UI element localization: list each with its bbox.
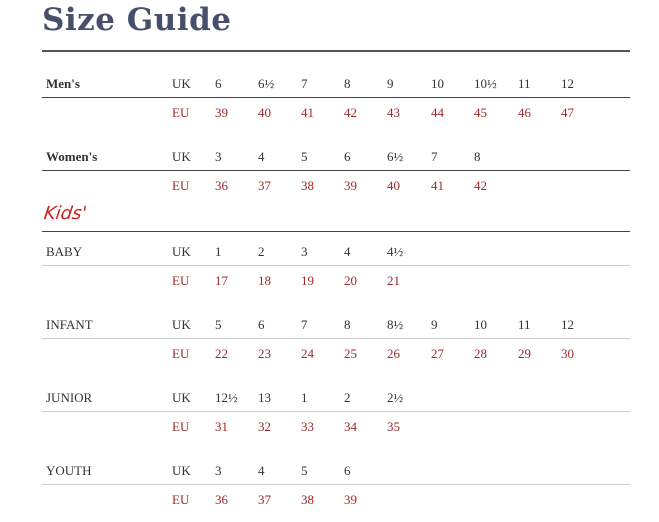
- junior-eu-row: [42, 412, 630, 440]
- youth-eu-row: [42, 485, 630, 513]
- youth-label: YOUTH: [46, 463, 92, 478]
- eu-label: EU: [172, 105, 190, 120]
- size-cell: 12½: [215, 390, 238, 405]
- page-title: Size Guide: [42, 2, 232, 38]
- size-cell: 9: [431, 317, 438, 332]
- size-cell: 21: [387, 273, 400, 288]
- size-cell: 1: [301, 390, 308, 405]
- size-cell: 45: [474, 105, 487, 120]
- size-cell: 4½: [387, 244, 404, 259]
- size-cell: 41: [431, 178, 444, 193]
- size-cell: 42: [344, 105, 357, 120]
- size-cell: 8: [344, 76, 351, 91]
- uk-label: UK: [172, 317, 191, 332]
- title-divider: [42, 50, 630, 52]
- uk-label: UK: [172, 463, 191, 478]
- size-cell: 40: [387, 178, 400, 193]
- size-cell: 22: [215, 346, 228, 361]
- size-cell: 36: [215, 492, 228, 507]
- size-cell: 10: [474, 317, 487, 332]
- men-eu-row: [42, 98, 630, 126]
- junior-label: JUNIOR: [46, 390, 93, 405]
- baby-uk-row: [42, 237, 630, 266]
- eu-label: EU: [172, 346, 190, 361]
- junior-uk-row: [42, 383, 630, 412]
- size-cell: 44: [431, 105, 444, 120]
- kids-heading: Kids': [42, 203, 89, 224]
- size-cell: 31: [215, 419, 228, 434]
- size-cell: 37: [258, 178, 271, 193]
- size-cell: 27: [431, 346, 444, 361]
- size-cell: 38: [301, 492, 314, 507]
- size-cell: 5: [215, 317, 222, 332]
- size-cell: 32: [258, 419, 271, 434]
- size-cell: 35: [387, 419, 400, 434]
- eu-label: EU: [172, 273, 190, 288]
- size-cell: 2: [344, 390, 351, 405]
- size-cell: 39: [344, 492, 357, 507]
- uk-label: UK: [172, 244, 191, 259]
- baby-eu-row: [42, 266, 630, 294]
- size-cell: 6: [215, 76, 222, 91]
- size-cell: 23: [258, 346, 271, 361]
- infant-uk-row: [42, 310, 630, 339]
- size-cell: 33: [301, 419, 314, 434]
- size-cell: 3: [215, 463, 222, 478]
- size-cell: 3: [301, 244, 308, 259]
- size-cell: 7: [301, 317, 308, 332]
- size-cell: 17: [215, 273, 228, 288]
- size-cell: 43: [387, 105, 400, 120]
- men-label: Men's: [46, 76, 80, 91]
- size-cell: 37: [258, 492, 271, 507]
- size-cell: 6: [258, 317, 265, 332]
- size-cell: 4: [258, 149, 265, 164]
- size-cell: 2½: [387, 390, 404, 405]
- women-uk-row: [42, 142, 630, 171]
- size-cell: 1: [215, 244, 222, 259]
- size-cell: 38: [301, 178, 314, 193]
- size-cell: 26: [387, 346, 400, 361]
- size-cell: 8: [344, 317, 351, 332]
- size-cell: 11: [518, 76, 531, 91]
- size-cell: 24: [301, 346, 314, 361]
- size-cell: 25: [344, 346, 357, 361]
- size-cell: 12: [561, 317, 574, 332]
- size-cell: 19: [301, 273, 314, 288]
- women-label: Women's: [46, 149, 98, 164]
- size-cell: 8½: [387, 317, 404, 332]
- size-cell: 9: [387, 76, 394, 91]
- men-uk-row: [42, 69, 630, 98]
- uk-label: UK: [172, 76, 191, 91]
- size-cell: 47: [561, 105, 574, 120]
- size-cell: 41: [301, 105, 314, 120]
- size-cell: 6: [344, 463, 351, 478]
- eu-label: EU: [172, 492, 190, 507]
- youth-uk-row: [42, 456, 630, 485]
- size-cell: 29: [518, 346, 531, 361]
- size-cell: 10: [431, 76, 444, 91]
- size-cell: 18: [258, 273, 271, 288]
- size-cell: 10½: [474, 76, 497, 91]
- size-cell: 6½: [258, 76, 275, 91]
- kids-divider: [42, 231, 630, 232]
- size-cell: 4: [258, 463, 265, 478]
- size-cell: 36: [215, 178, 228, 193]
- size-cell: 13: [258, 390, 271, 405]
- size-cell: 28: [474, 346, 487, 361]
- size-cell: 8: [474, 149, 481, 164]
- size-cell: 2: [258, 244, 265, 259]
- uk-label: UK: [172, 390, 191, 405]
- size-cell: 4: [344, 244, 351, 259]
- size-cell: 11: [518, 317, 531, 332]
- size-cell: 12: [561, 76, 574, 91]
- size-cell: 5: [301, 149, 308, 164]
- size-cell: 7: [301, 76, 308, 91]
- size-cell: 30: [561, 346, 574, 361]
- size-cell: 42: [474, 178, 487, 193]
- infant-label: INFANT: [46, 317, 93, 332]
- size-cell: 6½: [387, 149, 404, 164]
- size-cell: 39: [344, 178, 357, 193]
- size-cell: 46: [518, 105, 531, 120]
- size-cell: 7: [431, 149, 438, 164]
- uk-label: UK: [172, 149, 191, 164]
- women-eu-row: [42, 171, 630, 199]
- size-cell: 34: [344, 419, 357, 434]
- size-cell: 20: [344, 273, 357, 288]
- infant-eu-row: [42, 339, 630, 367]
- eu-label: EU: [172, 178, 190, 193]
- size-cell: 6: [344, 149, 351, 164]
- size-cell: 39: [215, 105, 228, 120]
- baby-label: BABY: [46, 244, 83, 259]
- size-cell: 40: [258, 105, 271, 120]
- size-cell: 3: [215, 149, 222, 164]
- size-cell: 5: [301, 463, 308, 478]
- eu-label: EU: [172, 419, 190, 434]
